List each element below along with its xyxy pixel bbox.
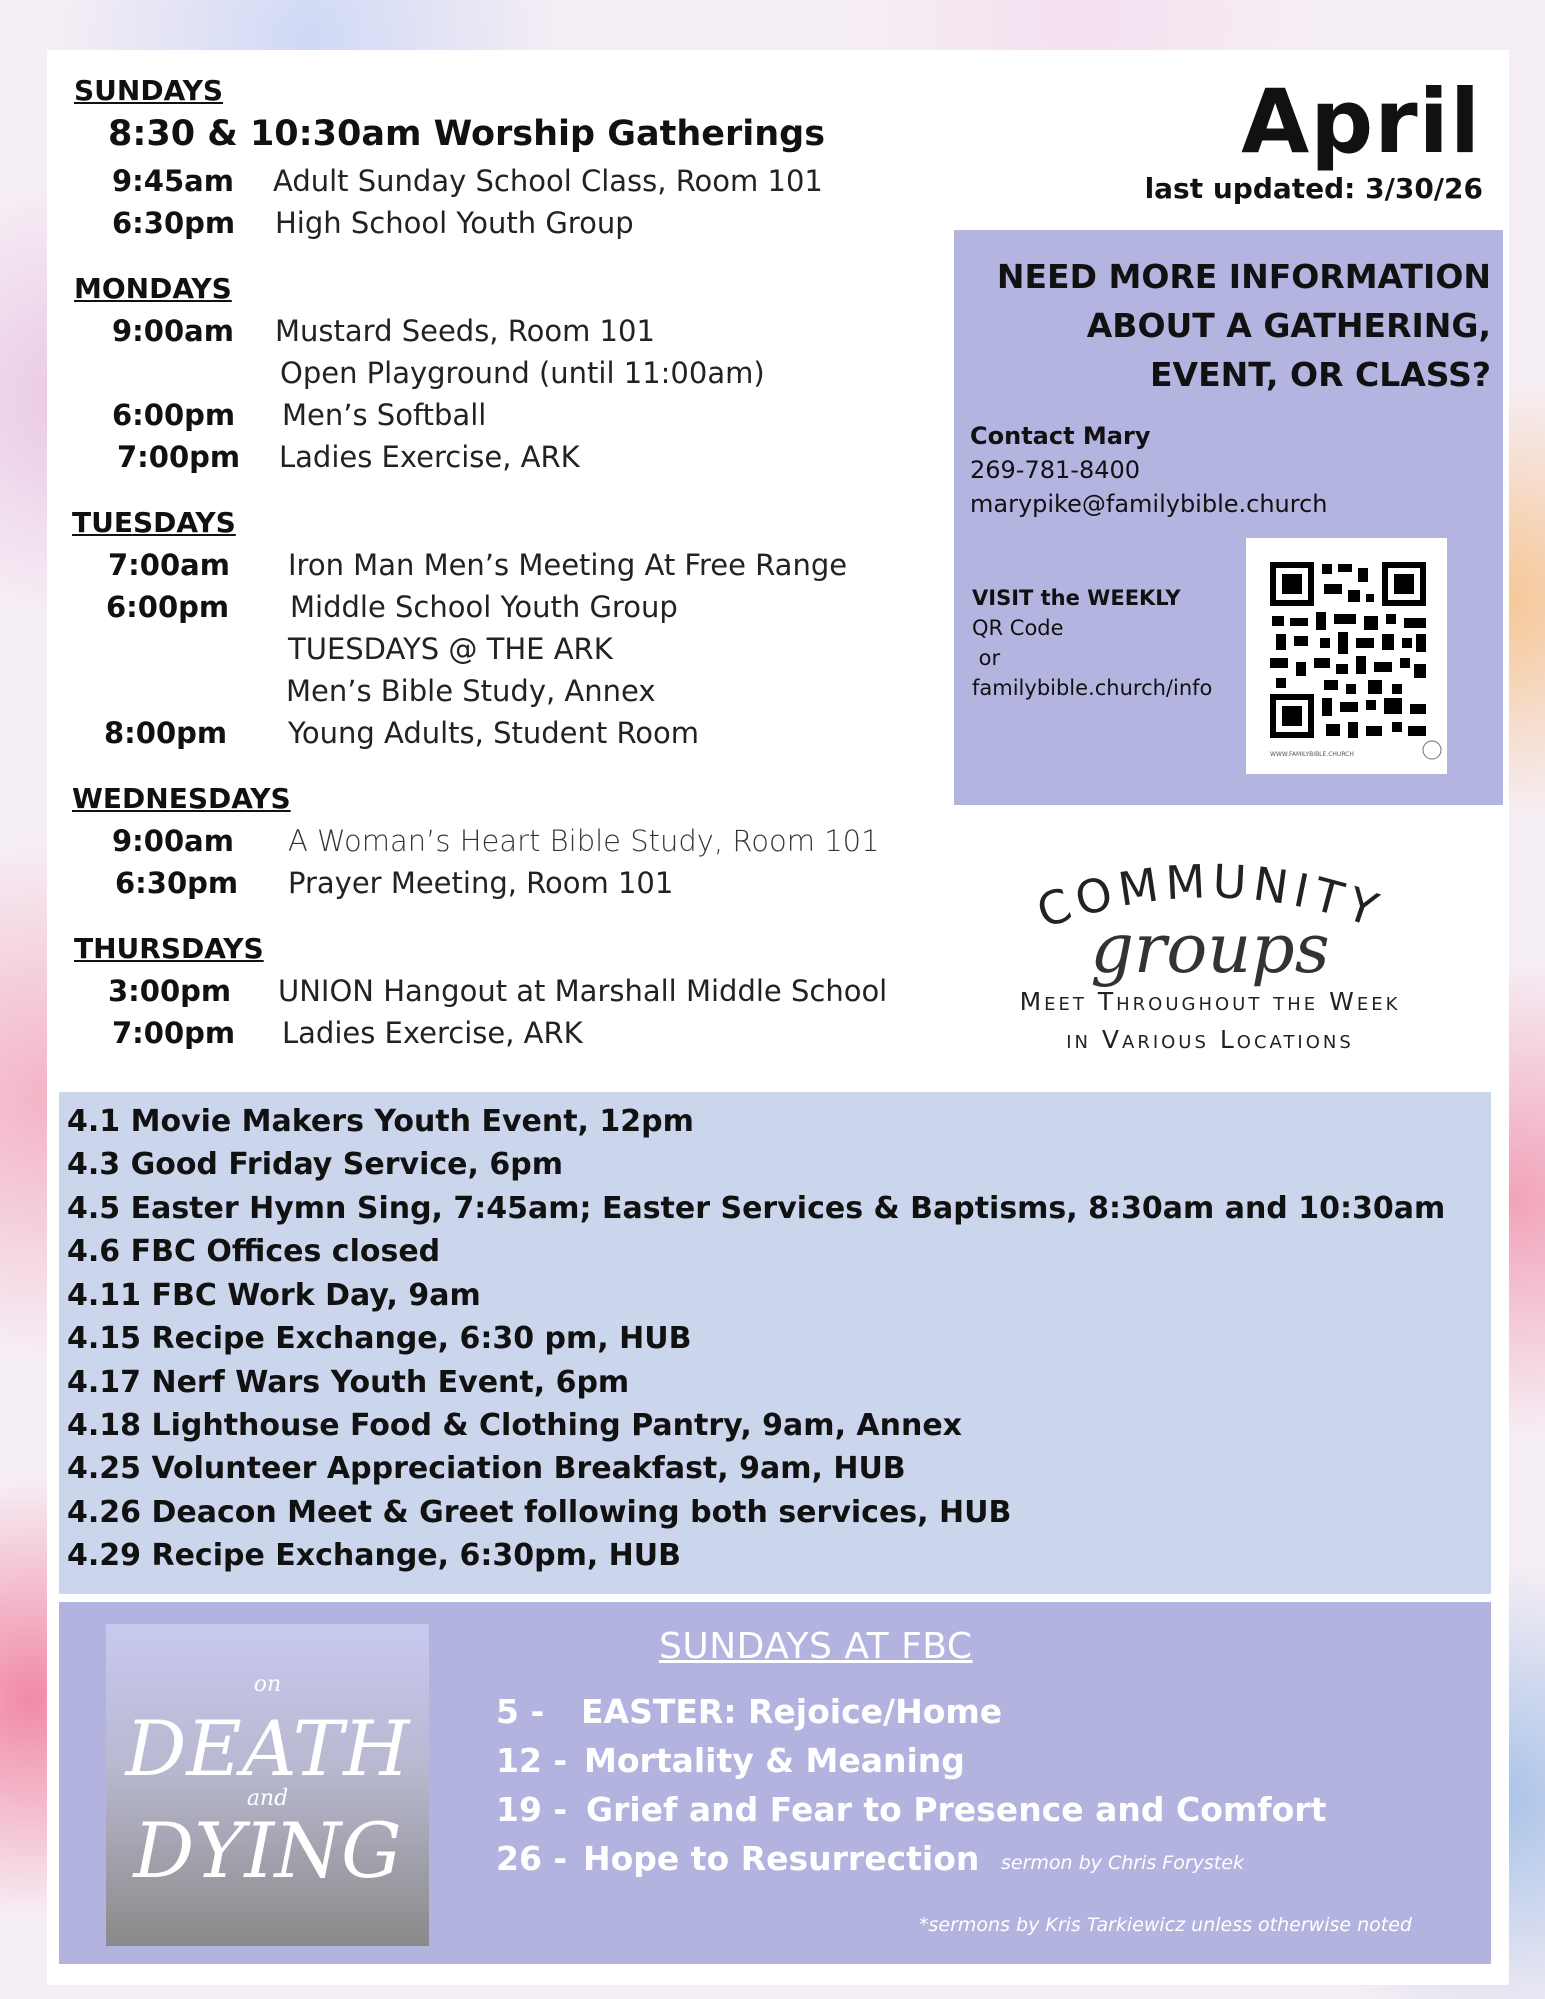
month-title: April [1241, 70, 1481, 173]
schedule-activity: Adult Sunday School Class, Room 101 [273, 164, 823, 198]
schedule-time: 6:30pm [112, 206, 236, 240]
visit-line: QR Code [972, 616, 1064, 640]
april-events-panel [59, 1092, 1491, 1594]
community-line-1: Meet Throughout the Week [1019, 987, 1401, 1016]
tuesdays-label: TUESDAYS [72, 506, 236, 539]
schedule-time: 6:00pm [106, 590, 230, 624]
sundays-label: SUNDAYS [74, 74, 224, 107]
sermon-date: 12 - [496, 1741, 568, 1780]
schedule-activity: Young Adults, Student Room [288, 716, 700, 750]
event-item: 4.26 Deacon Meet & Greet following both services, HUB [67, 1495, 1012, 1530]
contact-phone[interactable]: 269-781-8400 [970, 456, 1141, 484]
event-item: 4.5 Easter Hymn Sing, 7:45am; Easter Services & Baptisms, 8:30am and 10:30am [67, 1191, 1446, 1226]
groups-script: groups [1090, 910, 1330, 989]
sermons-footnote: *sermons by Kris Tarkiewicz unless otherwise noted [919, 1914, 1412, 1936]
community-groups-logo [985, 850, 1455, 1070]
website-link[interactable]: familybible.church/info [972, 676, 1213, 700]
event-item: 4.25 Volunteer Appreciation Breakfast, 9am, HUB [67, 1451, 906, 1486]
last-updated: last updated: 3/30/26 [1144, 172, 1483, 205]
schedule-time: 9:00am [112, 314, 234, 348]
info-box [954, 230, 1503, 805]
schedule-time: 3:00pm [108, 974, 232, 1008]
qr-code[interactable] [1246, 538, 1447, 774]
qr-caption: WWW.FAMILYBIBLE.CHURCH [1270, 751, 1354, 758]
schedule-activity: Ladies Exercise, ARK [282, 1016, 583, 1050]
community-line-2: in Various Locations [1066, 1025, 1354, 1054]
sermon-topic: Grief and Fear to Presence and Comfort [586, 1790, 1327, 1829]
schedule-time: 6:30pm [115, 866, 239, 900]
event-item: 4.3 Good Friday Service, 6pm [67, 1147, 563, 1182]
community-groups-graphic [985, 850, 1455, 1070]
sermon-date: 26 - [496, 1839, 568, 1878]
schedule-activity: High School Youth Group [275, 206, 634, 240]
sermon-series-image [106, 1624, 429, 1946]
series-and: and [246, 1786, 289, 1811]
sundays-at-fbc-panel [59, 1602, 1491, 1964]
contact-title: Contact Mary [970, 422, 1151, 450]
info-question: NEED MORE INFORMATION ABOUT A GATHERING, EVENT, OR CLASS? [996, 257, 1491, 394]
event-item: 4.29 Recipe Exchange, 6:30pm, HUB [67, 1538, 682, 1573]
schedule-time: 7:00pm [112, 1016, 236, 1050]
event-item: 4.15 Recipe Exchange, 6:30 pm, HUB [67, 1321, 692, 1356]
guest-sermon-note: sermon by Chris Forystek [1001, 1852, 1244, 1874]
schedule-activity: TUESDAYS @ THE ARK [288, 632, 613, 666]
thursdays-label: THURSDAYS [74, 932, 264, 965]
event-item: 4.18 Lighthouse Food & Clothing Pantry, 9am, Annex [67, 1408, 963, 1443]
schedule-time: 7:00am [108, 548, 230, 582]
schedule-time: 6:00pm [112, 398, 236, 432]
event-item: 4.11 FBC Work Day, 9am [67, 1278, 481, 1313]
sermon-date: 19 - [496, 1790, 568, 1829]
wednesdays-label: WEDNESDAYS [72, 782, 291, 815]
qr-code-icon [1246, 538, 1447, 774]
event-item: 4.17 Nerf Wars Youth Event, 6pm [67, 1365, 630, 1400]
schedule-activity: Mustard Seeds, Room 101 [275, 314, 655, 348]
schedule-activity: Ladies Exercise, ARK [279, 440, 580, 474]
schedule-activity: UNION Hangout at Marshall Middle School [278, 974, 888, 1008]
visit-title: VISIT the WEEKLY [972, 586, 1181, 610]
event-item: 4.1 Movie Makers Youth Event, 12pm [67, 1104, 694, 1139]
schedule-activity: Men’s Bible Study, Annex [286, 674, 656, 708]
contact-email[interactable]: marypike@familybible.church [970, 490, 1328, 518]
community-word: COMMUNITY [1030, 853, 1390, 939]
event-item: 4.6 FBC Offices closed [67, 1234, 441, 1269]
schedule-time: 7:00pm [117, 440, 241, 474]
mondays-label: MONDAYS [74, 272, 232, 305]
series-dying: DYING [133, 1806, 402, 1895]
schedule-activity: Iron Man Men’s Meeting At Free Range [288, 548, 848, 582]
sundays-at-fbc-title: SUNDAYS AT FBC [659, 1626, 973, 1667]
sermon-topic: Mortality & Meaning [584, 1741, 965, 1780]
schedule-activity: Open Playground (until 11:00am) [280, 356, 765, 390]
schedule-time: 8:00pm [104, 716, 228, 750]
worship-gatherings-headline: 8:30 & 10:30am Worship Gatherings [108, 114, 826, 154]
schedule-activity: A Woman’s Heart Bible Study, Room 101 [288, 824, 880, 858]
series-death: DEATH [125, 1704, 410, 1793]
schedule-time: 9:45am [112, 164, 234, 198]
sermon-topic: Hope to Resurrection [583, 1839, 980, 1878]
schedule-activity: Middle School Youth Group [290, 590, 678, 624]
schedule-activity: Men’s Softball [282, 398, 487, 432]
visit-line: or [972, 646, 1001, 670]
series-on: on [253, 1672, 282, 1697]
schedule-activity: Prayer Meeting, Room 101 [288, 866, 674, 900]
schedule-time: 9:00am [112, 824, 234, 858]
sermon-date: 5 - [496, 1692, 545, 1731]
sermon-topic: EASTER: Rejoice/Home [581, 1692, 1003, 1731]
